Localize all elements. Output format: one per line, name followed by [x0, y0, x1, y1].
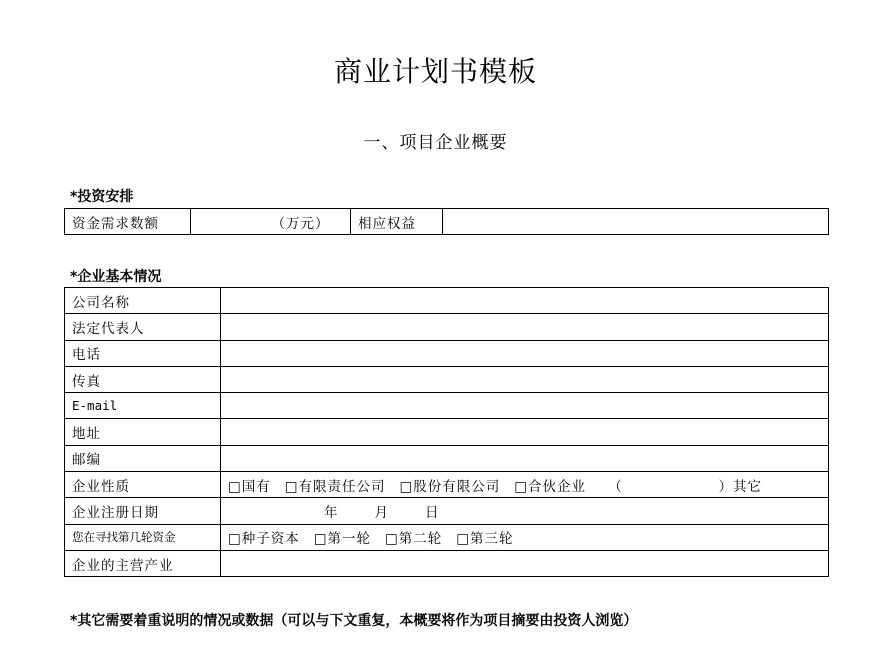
nature-checkbox-partnership[interactable]: □合伙企业 [514, 478, 587, 495]
email-field[interactable] [221, 393, 829, 419]
legal-rep-label: 法定代表人 [65, 314, 221, 340]
fax-label: 传真 [65, 366, 221, 392]
table-row [65, 340, 829, 366]
nature-other-label: ）其它 [718, 478, 763, 495]
investment-heading: *投资安排 [70, 189, 134, 205]
table-row [65, 419, 829, 445]
company-name-label: 公司名称 [65, 288, 221, 314]
industry-label: 企业的主营产业 [65, 550, 221, 576]
month-unit: 月 [374, 505, 389, 522]
nature-checkbox-joint-stock[interactable]: □股份有限公司 [399, 478, 501, 495]
table-row [65, 314, 829, 340]
table-row [65, 524, 829, 550]
funding-round-options [221, 524, 829, 550]
table-row [65, 498, 829, 524]
table-row [65, 445, 829, 471]
year-unit: 年 [324, 505, 339, 522]
round-checkbox-seed[interactable]: □种子资本 [228, 531, 300, 548]
nature-options [221, 472, 829, 498]
company-name-field[interactable] [221, 288, 829, 314]
amount-unit: （万元） [271, 215, 330, 232]
postcode-label: 邮编 [65, 445, 221, 471]
address-label: 地址 [65, 419, 221, 445]
company-table [64, 287, 829, 577]
postcode-field[interactable] [221, 445, 829, 471]
legal-rep-field[interactable] [221, 314, 829, 340]
reg-date-label: 企业注册日期 [65, 498, 221, 524]
reg-date-field[interactable] [221, 498, 829, 524]
amount-label: 资金需求数额 [65, 209, 191, 235]
table-row [65, 393, 829, 419]
nature-other-open-paren: （ [608, 478, 623, 495]
industry-field[interactable] [221, 550, 829, 576]
fax-field[interactable] [221, 366, 829, 392]
funding-round-label: 您在寻找第几轮资金 [65, 524, 221, 550]
nature-checkbox-llc[interactable]: □有限责任公司 [284, 478, 386, 495]
table-row [65, 550, 829, 576]
notes-heading: *其它需要着重说明的情况或数据（可以与下文重复，本概要将作为项目摘要由投资人浏览） [70, 613, 638, 629]
round-checkbox-first[interactable]: □第一轮 [313, 531, 372, 548]
address-field[interactable] [221, 419, 829, 445]
nature-checkbox-state[interactable]: □国有 [228, 478, 271, 495]
equity-label: 相应权益 [351, 209, 443, 235]
document-title: 商业计划书模板 [333, 55, 537, 88]
table-row [65, 366, 829, 392]
investment-table [64, 208, 829, 235]
email-label: E-mail [65, 393, 221, 419]
round-checkbox-third[interactable]: □第三轮 [456, 531, 514, 548]
table-row [65, 472, 829, 498]
equity-field[interactable] [443, 209, 829, 235]
day-unit: 日 [425, 505, 440, 522]
section-subtitle: 一、项目企业概要 [363, 133, 508, 153]
table-row [65, 288, 829, 314]
nature-label: 企业性质 [65, 472, 221, 498]
phone-label: 电话 [65, 340, 221, 366]
company-heading: *企业基本情况 [70, 269, 162, 285]
round-checkbox-second[interactable]: □第二轮 [385, 531, 443, 548]
amount-field[interactable] [191, 209, 351, 235]
investment-row [65, 209, 829, 235]
phone-field[interactable] [221, 340, 829, 366]
